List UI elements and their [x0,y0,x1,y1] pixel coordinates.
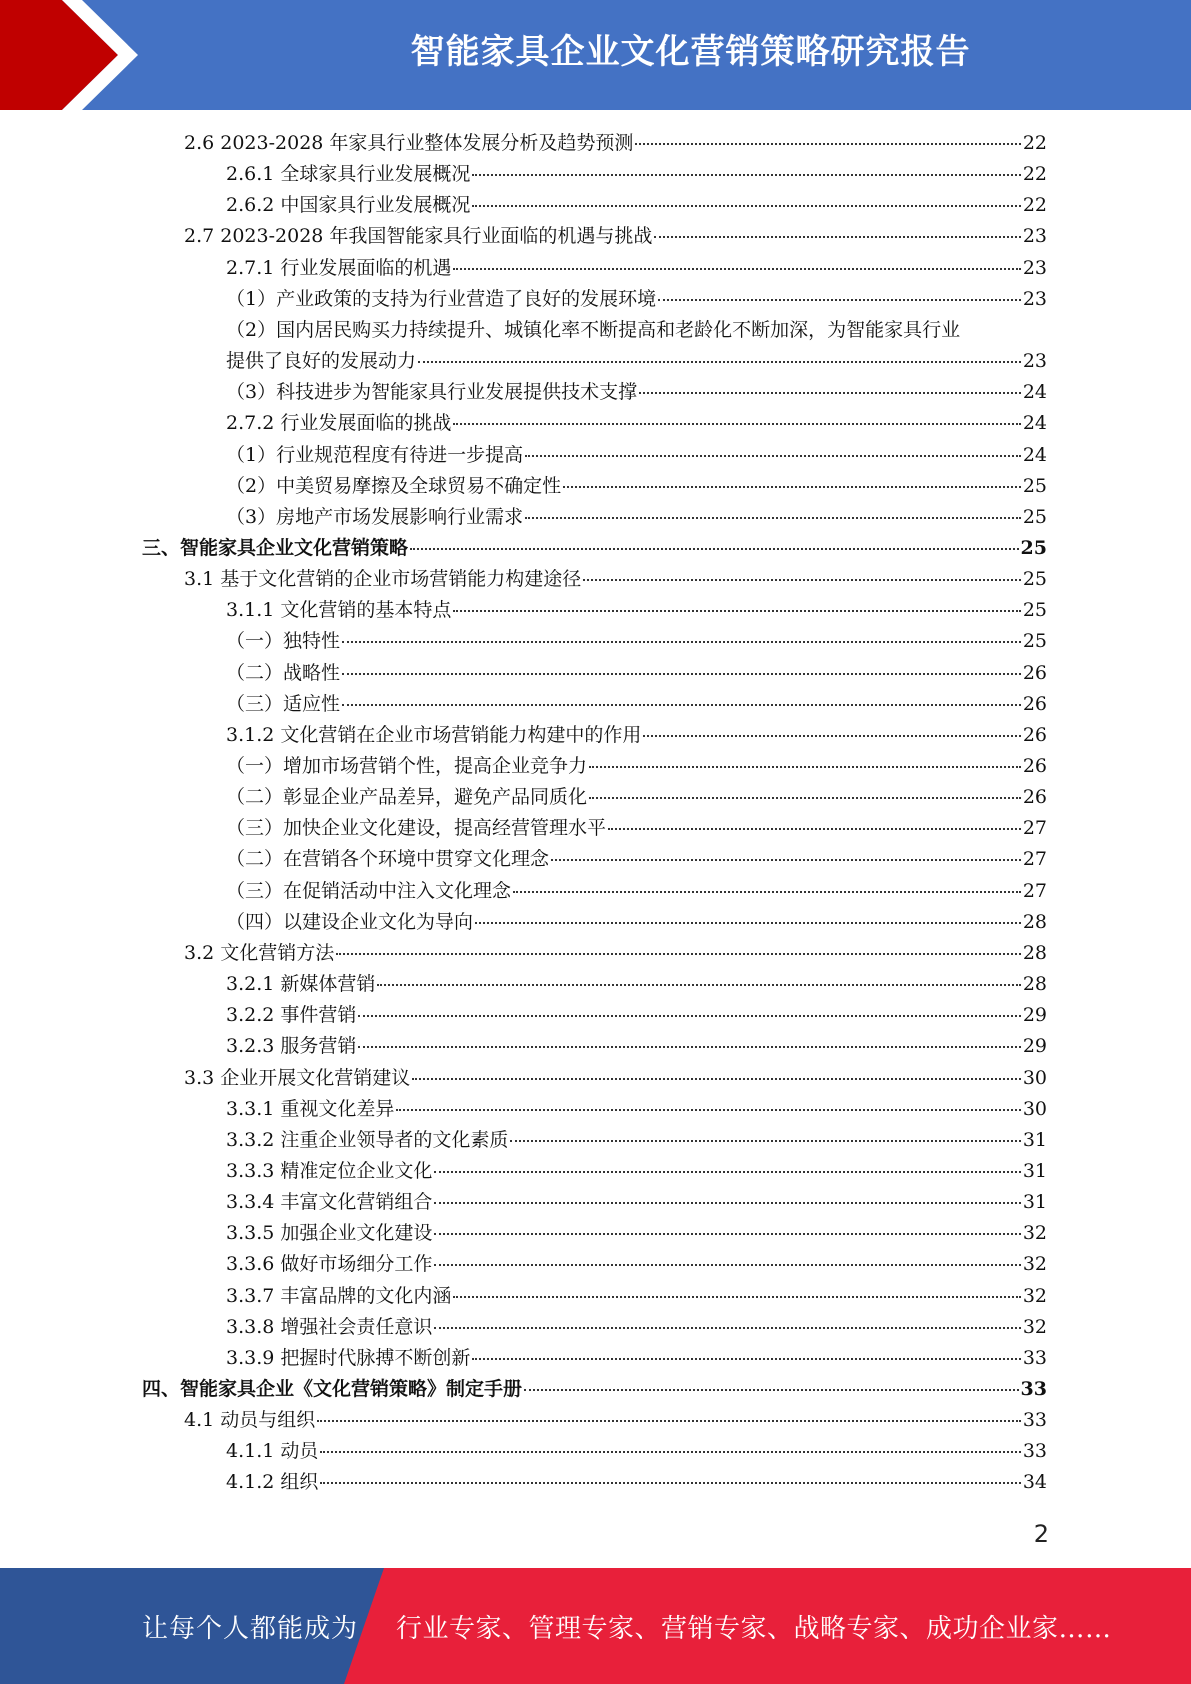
toc-leader-dots [336,953,1021,955]
toc-entry[interactable] [226,658,1047,689]
toc-entry[interactable] [226,1281,1047,1312]
toc-entry[interactable] [226,408,1047,439]
toc-entry-page: 22 [1022,163,1047,185]
toc-entry-page: 26 [1022,786,1047,808]
toc-entry-page: 25 [1022,599,1047,621]
toc-entry-page: 25 [1022,568,1047,590]
toc-entry[interactable] [226,253,1047,284]
toc-entry-page: 31 [1022,1160,1047,1182]
toc-entry-page: 33 [1022,1347,1047,1369]
toc-leader-dots [472,205,1020,207]
toc-leader-dots [472,1358,1020,1360]
toc-entry[interactable] [226,471,1047,502]
toc-leader-dots [658,299,1021,301]
toc-entry-title: （二）在营销各个环境中贯穿文化理念 [226,848,550,870]
toc-entry-title: 4.1.1 动员 [226,1440,319,1462]
toc-leader-dots [524,1389,1019,1391]
toc-entry-page: 23 [1022,225,1047,247]
toc-leader-dots [418,361,1021,363]
toc-entry[interactable] [226,1156,1047,1187]
toc-leader-dots [589,797,1021,799]
toc-entry-title: 3.3.7 丰富品牌的文化内涵 [226,1285,452,1307]
toc-leader-dots [434,1327,1020,1329]
toc-entry-page: 32 [1022,1222,1047,1244]
toc-entry-title: 2.6.2 中国家具行业发展概况 [226,194,471,216]
toc-leader-dots [453,610,1020,612]
toc-entry-title: 3.2.1 新媒体营销 [226,973,376,995]
page-number: 2 [1033,1520,1049,1548]
toc-leader-dots [434,1233,1020,1235]
toc-entry[interactable] [142,533,1047,564]
toc-entry[interactable] [226,1436,1047,1467]
footer-slogan-right: 行业专家、管理专家、营销专家、战略专家、成功企业家…… [396,1614,1112,1644]
toc-entry-title: （二）战略性 [226,662,341,684]
toc-entry-title: 4.1.2 组织 [226,1471,319,1493]
toc-entry-page: 29 [1022,1035,1047,1057]
toc-entry[interactable] [226,844,1047,875]
toc-entry[interactable] [226,1125,1047,1156]
toc-entry-page: 29 [1022,1004,1047,1026]
toc-entry[interactable] [226,1343,1047,1374]
toc-entry-title: 3.3.2 注重企业领导者的文化素质 [226,1129,509,1151]
toc-leader-dots [472,174,1020,176]
toc-leader-dots [342,704,1021,706]
toc-entry[interactable] [226,346,1047,377]
toc-entry-title: 3.3.5 加强企业文化建设 [226,1222,433,1244]
toc-entry-page: 32 [1022,1253,1047,1275]
toc-leader-dots [396,1109,1020,1111]
toc-entry[interactable] [184,221,1047,252]
toc-entry[interactable] [226,1312,1047,1343]
toc-leader-dots [342,673,1021,675]
toc-leader-dots [551,859,1021,861]
toc-leader-dots [434,1202,1020,1204]
toc-entry-title: （三）适应性 [226,693,341,715]
toc-entry-page: 30 [1022,1067,1047,1089]
toc-entry-page: 23 [1022,350,1047,372]
toc-leader-dots [342,641,1021,643]
toc-entry[interactable] [226,1031,1047,1062]
toc-entry[interactable] [226,159,1047,190]
toc-leader-dots [525,455,1021,457]
toc-entry-page: 27 [1022,817,1047,839]
toc-entry-page: 30 [1022,1098,1047,1120]
toc-entry-page: 24 [1022,444,1047,466]
toc-entry-page: 27 [1022,880,1047,902]
page-header [0,0,1191,110]
toc-leader-dots [525,517,1021,519]
toc-entry-page: 28 [1022,942,1047,964]
toc-entry-title: 3.1.1 文化营销的基本特点 [226,599,452,621]
toc-entry-title: （三）加快企业文化建设，提高经营管理水平 [226,817,607,839]
toc-entry[interactable] [226,969,1047,1000]
toc-entry-page: 23 [1022,288,1047,310]
toc-entry[interactable] [226,689,1047,720]
toc-entry-page: 24 [1022,381,1047,403]
toc-entry[interactable] [226,440,1047,471]
toc-leader-dots [583,579,1021,581]
toc-entry[interactable] [184,128,1047,159]
toc-entry[interactable] [226,876,1047,907]
toc-entry-page: 26 [1022,662,1047,684]
toc-entry-page: 25 [1022,506,1047,528]
toc-leader-dots [453,268,1020,270]
toc-entry-page: 31 [1022,1191,1047,1213]
toc-leader-dots [635,143,1020,145]
toc-leader-dots [453,423,1020,425]
toc-leader-dots [358,1015,1020,1017]
toc-entry[interactable] [226,626,1047,657]
toc-entry[interactable] [226,284,1047,315]
toc-leader-dots [377,984,1020,986]
header-arrow-decoration [0,0,160,110]
toc-leader-dots [475,922,1021,924]
toc-entry-title: 3.3.1 重视文化差异 [226,1098,395,1120]
toc-entry[interactable] [226,751,1047,782]
toc-leader-dots [563,486,1021,488]
toc-leader-dots [608,828,1021,830]
toc-entry-title: 2.6.1 全球家具行业发展概况 [226,163,471,185]
toc-entry[interactable] [184,1063,1047,1094]
toc-entry-title: 四、智能家具企业《文化营销策略》制定手册 [142,1378,523,1400]
toc-entry[interactable] [226,315,1047,346]
toc-entry-title: （3）科技进步为智能家具行业发展提供技术支撑 [226,381,638,403]
toc-entry-title: 2.7.2 行业发展面临的挑战 [226,412,452,434]
toc-entry[interactable] [226,377,1047,408]
toc-leader-dots [453,1296,1020,1298]
toc-entry-page: 26 [1022,755,1047,777]
toc-leader-dots [410,548,1019,550]
toc-entry[interactable] [142,1374,1047,1405]
toc-entry-title: （1）行业规范程度有待进一步提高 [226,444,524,466]
toc-leader-dots [317,1420,1021,1422]
toc-entry-page: 25 [1022,475,1047,497]
toc-entry[interactable] [226,1249,1047,1280]
toc-entry-page: 34 [1022,1471,1047,1493]
document-title: 智能家具企业文化营销策略研究报告 [410,32,971,72]
toc-entry-page: 22 [1022,194,1047,216]
toc-leader-dots [434,1264,1020,1266]
toc-leader-dots [320,1482,1020,1484]
toc-leader-dots [358,1046,1020,1048]
toc-entry-page: 31 [1022,1129,1047,1151]
toc-entry-title: 4.1 动员与组织 [184,1409,316,1431]
toc-entry-title: （3）房地产市场发展影响行业需求 [226,506,524,528]
toc-entry[interactable] [226,502,1047,533]
toc-entry-page: 32 [1022,1285,1047,1307]
toc-leader-dots [643,735,1020,737]
toc-entry-title: 3.3.9 把握时代脉搏不断创新 [226,1347,471,1369]
toc-entry-page: 22 [1022,132,1047,154]
toc-entry-title: 3.2.3 服务营销 [226,1035,357,1057]
toc-entry[interactable] [226,782,1047,813]
toc-entry[interactable] [226,1218,1047,1249]
toc-entry[interactable] [226,813,1047,844]
toc-entry-title: （二）彰显企业产品差异，避免产品同质化 [226,786,588,808]
toc-entry-title: （一）增加市场营销个性，提高企业竞争力 [226,755,588,777]
toc-entry[interactable] [226,1094,1047,1125]
toc-entry-page: 28 [1022,973,1047,995]
toc-entry-title: （2）国内居民购买力持续提升、城镇化率不断提高和老龄化不断加深，为智能家具行业 [226,319,961,341]
toc-entry-page: 33 [1022,1409,1047,1431]
toc-entry-title: 3.2 文化营销方法 [184,942,335,964]
toc-entry[interactable] [226,720,1047,751]
toc-entry[interactable] [226,1000,1047,1031]
toc-entry-title: 2.7.1 行业发展面临的机遇 [226,257,452,279]
toc-entry-page: 26 [1022,693,1047,715]
toc-entry[interactable] [226,1467,1047,1498]
toc-entry-title: 提供了良好的发展动力 [226,350,417,372]
toc-entry[interactable] [226,907,1047,938]
toc-entry-title: 3.3.3 精准定位企业文化 [226,1160,433,1182]
toc-entry-page: 24 [1022,412,1047,434]
page-footer [0,1568,1191,1684]
toc-entry-page: 33 [1022,1440,1047,1462]
toc-entry-page: 23 [1022,257,1047,279]
toc-entry-page: 27 [1022,848,1047,870]
toc-leader-dots [639,392,1021,394]
toc-entry-title: 3.1.2 文化营销在企业市场营销能力构建中的作用 [226,724,642,746]
toc-entry-page: 25 [1022,630,1047,652]
toc-entry-title: 3.3 企业开展文化营销建议 [184,1067,411,1089]
toc-leader-dots [513,891,1021,893]
toc-entry-title: 2.6 2023-2028 年家具行业整体发展分析及趋势预测 [184,132,634,154]
toc-entry-title: 3.3.6 做好市场细分工作 [226,1253,433,1275]
toc-leader-dots [510,1140,1020,1142]
toc-entry-title: （三）在促销活动中注入文化理念 [226,880,512,902]
toc-leader-dots [320,1451,1020,1453]
toc-entry-title: （2）中美贸易摩擦及全球贸易不确定性 [226,475,562,497]
toc-entry[interactable] [226,1187,1047,1218]
toc-entry[interactable] [226,595,1047,626]
footer-slogan-left: 让每个人都能成为 [142,1614,359,1644]
toc-entry-title: 三、智能家具企业文化营销策略 [142,537,409,559]
toc-entry-page: 25 [1020,537,1047,559]
toc-entry-title: （一）独特性 [226,630,341,652]
toc-entry-page: 28 [1022,911,1047,933]
toc-entry[interactable] [226,190,1047,221]
toc-entry-title: 3.3.8 增强社会责任意识 [226,1316,433,1338]
toc-entry-title: 2.7 2023-2028 年我国智能家具行业面临的机遇与挑战 [184,225,653,247]
toc-entry-page: 32 [1022,1316,1047,1338]
toc-entry-page: 26 [1022,724,1047,746]
toc-leader-dots [589,766,1021,768]
toc-entry-title: 3.1 基于文化营销的企业市场营销能力构建途径 [184,568,582,590]
toc-entry[interactable] [184,564,1047,595]
toc-leader-dots [412,1078,1021,1080]
toc-entry-title: 3.3.4 丰富文化营销组合 [226,1191,433,1213]
toc-leader-dots [654,236,1020,238]
toc-entry-title: （四）以建设企业文化为导向 [226,911,474,933]
toc-entry-title: （1）产业政策的支持为行业营造了良好的发展环境 [226,288,657,310]
toc-leader-dots [434,1171,1020,1173]
toc-entry[interactable] [184,1405,1047,1436]
toc-entry-title: 3.2.2 事件营销 [226,1004,357,1026]
toc-entry[interactable] [184,938,1047,969]
toc-entry-page: 33 [1020,1378,1047,1400]
